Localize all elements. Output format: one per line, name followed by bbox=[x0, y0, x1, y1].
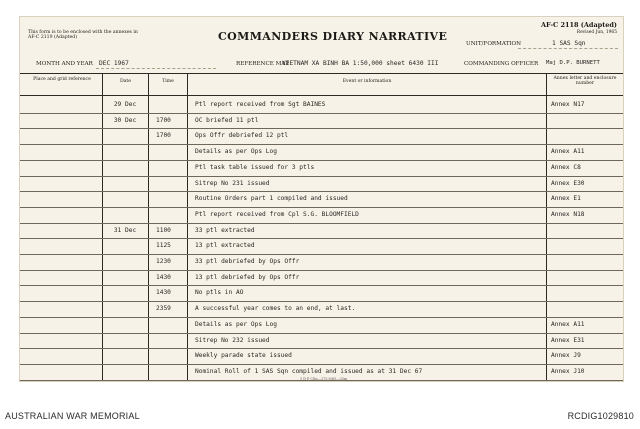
row-rule bbox=[20, 317, 624, 318]
column-header-date: Date bbox=[120, 79, 131, 84]
unit-label: UNIT/FORMATION bbox=[466, 41, 521, 47]
row-annex: Annex A11 bbox=[551, 320, 585, 328]
column-header-time: Time bbox=[162, 79, 174, 84]
row-event: 13 ptl extracted bbox=[195, 242, 255, 250]
row-rule bbox=[20, 333, 624, 334]
row-rule bbox=[20, 238, 624, 239]
row-annex: Annex A11 bbox=[551, 148, 585, 156]
row-event: Sitrep No 232 issued bbox=[195, 336, 270, 344]
row-annex: Annex E31 bbox=[551, 336, 585, 344]
row-annex: Annex J10 bbox=[551, 367, 585, 375]
row-annex: Annex N18 bbox=[551, 210, 585, 218]
row-event: Sitrep No 231 issued bbox=[195, 179, 270, 187]
row-annex: Annex J9 bbox=[551, 352, 581, 360]
form-title: COMMANDERS DIARY NARRATIVE bbox=[218, 30, 448, 43]
form-revised: Revised Jun, 1965 bbox=[576, 30, 617, 35]
row-time: 1700 bbox=[156, 132, 171, 140]
unit-value: 1 SAS Sqn bbox=[552, 40, 586, 47]
row-annex: Annex N17 bbox=[551, 101, 585, 108]
row-rule bbox=[20, 223, 624, 224]
row-event: Routine Orders part 1 compiled and issued bbox=[195, 195, 348, 203]
co-label: COMMANDING OFFICER bbox=[464, 61, 539, 67]
ref-label: REFERENCE MAP bbox=[236, 61, 290, 67]
row-event: 33 ptl debriefed by Ops Offr bbox=[195, 258, 300, 265]
row-event: 13 ptl debriefed by Ops Offr bbox=[195, 273, 300, 281]
row-time: 1430 bbox=[156, 273, 171, 281]
row-time: 1700 bbox=[156, 116, 171, 124]
row-time: 1100 bbox=[156, 226, 171, 234]
row-date: 30 Dec bbox=[113, 116, 137, 124]
row-time: 1230 bbox=[156, 258, 171, 265]
row-date: 29 Dec bbox=[113, 101, 137, 108]
column-divider-4 bbox=[546, 73, 547, 382]
row-rule bbox=[20, 144, 624, 145]
row-event: No ptls in AO bbox=[195, 289, 244, 297]
row-event: A successful year comes to an end, at last. bbox=[195, 305, 356, 313]
column-header-event: Event or information bbox=[342, 79, 392, 84]
ref-value: VIETNAM XA BINH BA 1:50,000 sheet 6430 III bbox=[282, 60, 439, 67]
row-rule bbox=[20, 348, 624, 349]
row-rule bbox=[20, 207, 624, 208]
row-annex: Annex E1 bbox=[551, 195, 581, 203]
row-rule bbox=[20, 160, 624, 161]
unit-dotted-line bbox=[518, 48, 618, 49]
row-rule bbox=[20, 113, 624, 114]
column-header-place: Place and grid reference bbox=[33, 77, 91, 82]
print-mark: 1 D P Cltn—275 8/65—35m bbox=[300, 377, 348, 381]
row-event: Details as per Ops Log bbox=[195, 148, 277, 156]
row-event: Ptl report received from Sgt BAINES bbox=[195, 101, 326, 108]
row-event: Nominal Roll of 1 SAS Sqn compiled and issued as at 31 Dec 67 bbox=[195, 367, 423, 375]
row-event: Ptl report received from Cpl S.G. BLOOMFIELD bbox=[195, 210, 359, 218]
month-label: MONTH AND YEAR bbox=[36, 61, 93, 67]
row-rule bbox=[20, 285, 624, 286]
column-divider-2 bbox=[148, 73, 149, 382]
row-annex: Annex E30 bbox=[551, 179, 585, 187]
row-event: Ops Offr debriefed 12 ptl bbox=[195, 132, 289, 140]
footer-record-id: RCDIG1029810 bbox=[567, 411, 634, 421]
row-rule bbox=[20, 301, 624, 302]
column-divider-3 bbox=[187, 73, 188, 382]
row-rule bbox=[20, 270, 624, 271]
header-bottom-rule bbox=[20, 95, 624, 96]
row-event: 33 ptl extracted bbox=[195, 226, 255, 234]
footer-archive-name: AUSTRALIAN WAR MEMORIAL bbox=[5, 411, 140, 421]
row-rule bbox=[20, 191, 624, 192]
row-time: 1125 bbox=[156, 242, 171, 250]
diary-sheet bbox=[19, 16, 624, 382]
row-event: Weekly parade state issued bbox=[195, 352, 292, 360]
row-rule bbox=[20, 128, 624, 129]
row-time: 2359 bbox=[156, 305, 171, 313]
table-top-rule bbox=[20, 73, 624, 74]
row-event: OC briefed 11 ptl bbox=[195, 116, 259, 124]
month-value: DEC 1967 bbox=[99, 60, 129, 67]
form-note: This form is to be enclosed with the annexes in AF-C 2119 (Adapted) bbox=[28, 30, 138, 41]
row-rule bbox=[20, 176, 624, 177]
month-dotted-line bbox=[96, 68, 216, 69]
column-header-annex: Annex letter and enclosure number bbox=[553, 76, 617, 87]
row-event: Details as per Ops Log bbox=[195, 320, 277, 328]
row-rule bbox=[20, 364, 624, 365]
row-date: 31 Dec bbox=[113, 226, 137, 234]
row-rule bbox=[20, 254, 624, 255]
row-time: 1430 bbox=[156, 289, 171, 297]
co-value: Maj D.P. BURNETT bbox=[546, 60, 600, 66]
row-event: Ptl task table issued for 3 ptls bbox=[195, 163, 315, 171]
row-annex: Annex C8 bbox=[551, 163, 581, 171]
form-number: AF-C 2118 (Adapted) bbox=[540, 21, 617, 29]
column-divider-1 bbox=[102, 73, 103, 382]
